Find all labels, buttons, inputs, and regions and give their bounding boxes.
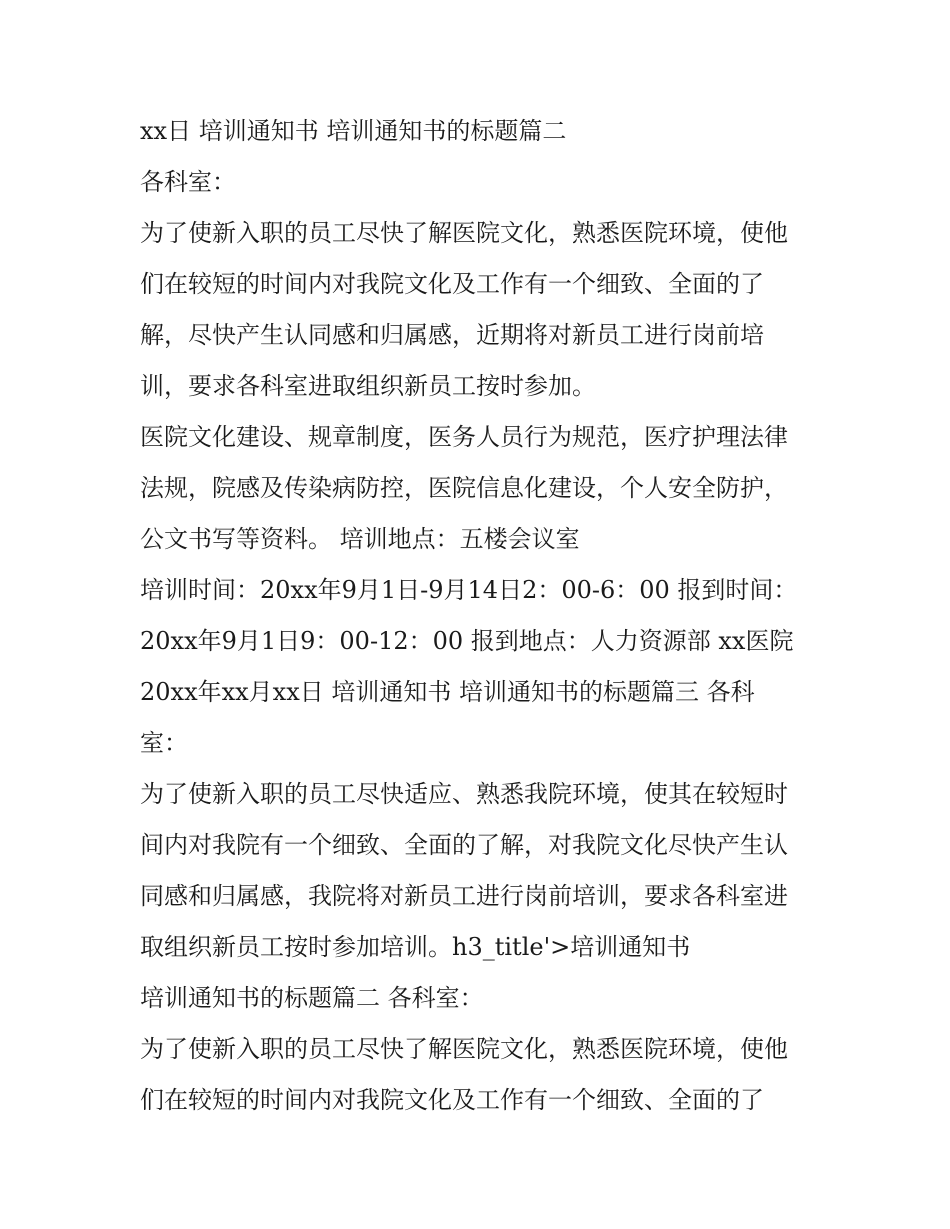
text-line: 培训通知书的标题篇二 各科室：	[140, 984, 484, 1012]
text-line: 培训时间：20xx年9月1日-9月14日2：00-6：00 报到时间：	[140, 576, 798, 604]
text-line: 间内对我院有一个细致、全面的了解，对我院文化尽快产生认	[140, 831, 788, 859]
text-line: 训，要求各科室进取组织新员工按时参加。	[140, 372, 596, 400]
text-line: 室：	[140, 729, 188, 757]
text-line: 取组织新员工按时参加培训。h3_title'>培训通知书	[140, 933, 691, 961]
text-line: 为了使新入职的员工尽快了解医院文化，熟悉医院环境，使他	[140, 1035, 788, 1063]
text-line: 为了使新入职的员工尽快适应、熟悉我院环境，使其在较短时	[140, 780, 788, 808]
text-line: 解，尽快产生认同感和归属感，近期将对新员工进行岗前培	[140, 321, 764, 349]
text-line: 法规，院感及传染病防控，医院信息化建设，个人安全防护，	[140, 474, 788, 502]
text-line: xx日 培训通知书 培训通知书的标题篇二	[140, 117, 567, 145]
text-line: 公文书写等资料。 培训地点：五楼会议室	[140, 525, 580, 553]
text-line: 们在较短的时间内对我院文化及工作有一个细致、全面的了	[140, 1086, 764, 1114]
text-line: 同感和归属感，我院将对新员工进行岗前培训，要求各科室进	[140, 882, 788, 910]
text-line: 20xx年xx月xx日 培训通知书 培训通知书的标题篇三 各科	[140, 678, 755, 706]
document-body	[140, 106, 820, 1126]
text-line: 20xx年9月1日9：00-12：00 报到地点：人力资源部 xx医院	[140, 627, 794, 655]
text-line: 们在较短的时间内对我院文化及工作有一个细致、全面的了	[140, 270, 764, 298]
text-line: 为了使新入职的员工尽快了解医院文化，熟悉医院环境，使他	[140, 219, 788, 247]
text-line: 医院文化建设、规章制度，医务人员行为规范，医疗护理法律	[140, 423, 788, 451]
text-line: 各科室：	[140, 168, 236, 196]
